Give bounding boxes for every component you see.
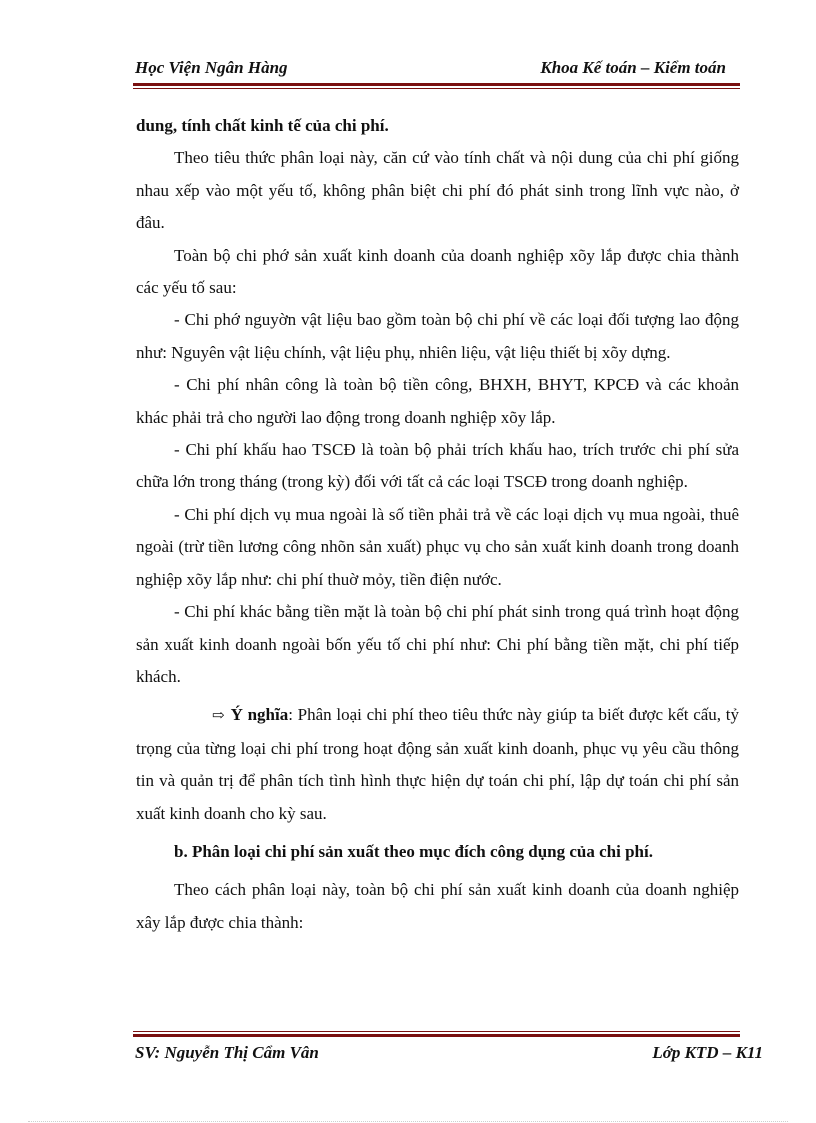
- paragraph-significance: [136, 699, 739, 830]
- document-body: [136, 110, 739, 939]
- footer-class: Lớp KTD – K11: [652, 1043, 763, 1062]
- header-institution: Học Viện Ngân Hàng: [135, 58, 288, 77]
- significance-label: Ý nghĩa: [230, 705, 289, 725]
- paragraph-other-cash-cost: - Chi phí khác bằng tiền mặt là toàn bộ chi phí phát sinh trong quá trình hoạt động sản xuất kinh doanh ngoài bốn yếu tố chi phí như: Chi phí bằng tiền mặt, chi phí tiếp khách.: [136, 602, 739, 686]
- header-department: Khoa Kế toán – Kiểm toán: [540, 58, 726, 77]
- footer-rule-thin: [133, 1031, 740, 1032]
- paragraph-outsourced-service-cost: - Chi phí dịch vụ mua ngoài là số tiền phải trả về các loại dịch vụ mua ngoài, thuê ngoài (trừ tiền lương công nhõn sản xuất) phục vụ cho sản xuất kinh doanh trong doanh nghiệp xõy lắp như: chi phí thuờ mỏy, tiền điện nước.: [136, 504, 739, 589]
- paragraph-depreciation-cost: - Chi phí khấu hao TSCĐ là toàn bộ phải trích khấu hao, trích trước chi phí sửa chữa lớn trong tháng (trong kỳ) đối với tất cả các loại TSCĐ trong doanh nghiệp.: [136, 440, 739, 492]
- footer-rule-thick: [133, 1034, 740, 1037]
- hollow-right-arrow-icon: ⇨: [212, 708, 225, 725]
- significance-text: : Phân loại chi phí theo tiêu thức này giúp ta biết được kết cấu, tỷ trọng của từng loại chi phí trong hoạt động sản xuất kinh doanh, phục vụ yêu cầu thông tin và quản trị để phân tích tình hình thực hiện dự toán chi phí, lập dự toán chi phí sản xuất kinh doanh cho kỳ sau.: [136, 705, 739, 823]
- paragraph-purpose-classification: Theo cách phân loại này, toàn bộ chi phí sản xuất kinh doanh của doanh nghiệp xây lắp được chia thành:: [136, 880, 739, 932]
- paragraph-material-cost: - Chi phớ nguyờn vật liệu bao gồm toàn bộ chi phí về các loại đối tượng lao động như: Nguyên vật liệu chính, vật liệu phụ, nhiên liệu, vật liệu thiết bị xõy dựng.: [136, 310, 739, 362]
- section-heading-b: b. Phân loại chi phí sản xuất theo mục đích công dụng của chi phí.: [174, 841, 653, 861]
- header-rule-thin: [133, 88, 740, 89]
- paragraph-intro: Theo tiêu thức phân loại này, căn cứ vào tính chất và nội dung của chi phí giống nhau xếp vào một yếu tố, không phân biệt chi phí đó phát sinh trong lĩnh vực nào, ở đâu.: [136, 148, 739, 233]
- footer-student-name: SV: Nguyễn Thị Cẩm Vân: [135, 1043, 319, 1062]
- paragraph-labor-cost: - Chi phí nhân công là toàn bộ tiền công, BHXH, BHYT, KPCĐ và các khoản khác phải trả cho người lao động trong doanh nghiệp xõy lắp.: [136, 375, 739, 427]
- page-header: [133, 58, 740, 82]
- header-rule-thick: [133, 83, 740, 86]
- paragraph-continued-heading: dung, tính chất kinh tế của chi phí.: [136, 116, 389, 135]
- page-footer: [133, 1043, 763, 1067]
- paragraph-cost-elements: Toàn bộ chi phớ sản xuất kinh doanh của doanh nghiệp xõy lắp được chia thành các yếu tố sau:: [136, 245, 739, 298]
- page-bottom-dotted-line: [28, 1121, 788, 1122]
